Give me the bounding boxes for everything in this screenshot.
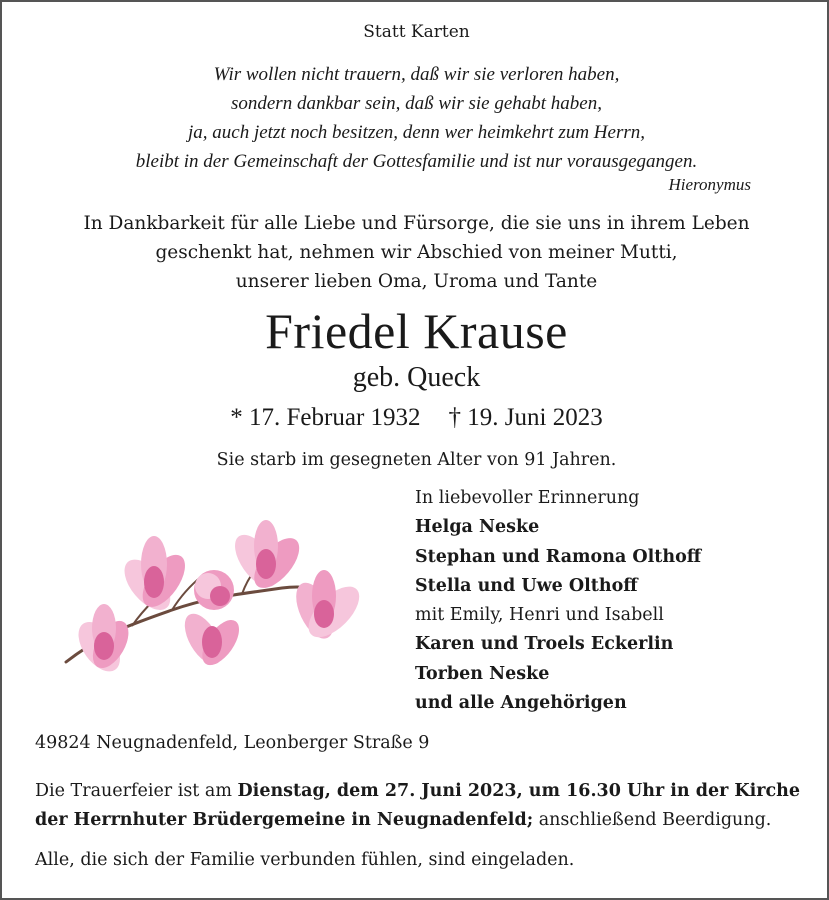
flower-top bbox=[227, 520, 308, 596]
header-text: Statt Karten bbox=[363, 22, 470, 42]
death-date: † 19. Juni 2023 bbox=[448, 404, 603, 431]
intro-line: geschenkt hat, nehmen wir Abschied von meiner Mutti, bbox=[155, 242, 678, 263]
family-line: In liebevoller Erinnerung bbox=[415, 488, 640, 508]
intro-text bbox=[2, 209, 829, 296]
family-line: mit Emily, Henri und Isabell bbox=[415, 605, 664, 626]
service-details: Dienstag, dem 27. Juni 2023, um 16.30 Uhr in der Kirche der Herrnhuter Brüdergemeine in Neugnadenfeld; bbox=[35, 781, 801, 830]
family-list bbox=[415, 484, 701, 718]
family-line: Stephan und Ramona Olthoff bbox=[415, 546, 702, 567]
poem-line: ja, auch jetzt noch besitzen, denn wer heimkehrt zum Herrn, bbox=[188, 122, 645, 143]
family-line: Stella und Uwe Olthoff bbox=[415, 575, 638, 596]
flower-center bbox=[194, 570, 234, 610]
poem-line: sondern dankbar sein, daß wir sie gehabt haben, bbox=[230, 93, 602, 114]
poem-line: Wir wollen nicht trauern, daß wir sie verloren haben, bbox=[213, 64, 620, 85]
poem bbox=[2, 60, 829, 176]
flower-right bbox=[289, 570, 368, 646]
service-notice bbox=[35, 777, 805, 835]
invitation: Alle, die sich der Familie verbunden fühlen, sind eingeladen. bbox=[35, 850, 575, 870]
poem-line: bleibt in der Gemeinschaft der Gottesfamilie und ist nur vorausgegangen. bbox=[135, 151, 698, 172]
family-line: und alle Angehörigen bbox=[415, 693, 627, 714]
family-line: Helga Neske bbox=[415, 517, 540, 538]
poem-author: Hieronymus bbox=[668, 175, 751, 194]
flower-lower-center bbox=[177, 608, 246, 672]
life-dates bbox=[2, 400, 829, 436]
service-text-end: anschließend Beerdigung. bbox=[533, 810, 772, 830]
address: 49824 Neugnadenfeld, Leonberger Straße 9 bbox=[35, 733, 430, 753]
family-line: Torben Neske bbox=[415, 663, 550, 684]
intro-line: unserer lieben Oma, Uroma und Tante bbox=[235, 271, 598, 292]
family-line: Karen und Troels Eckerlin bbox=[415, 634, 674, 655]
intro-line: In Dankbarkeit für alle Liebe und Fürsorge, die sie uns in ihrem Leben bbox=[83, 213, 750, 234]
age-note: Sie starb im gesegneten Alter von 91 Jahren. bbox=[216, 450, 617, 470]
service-text: Die Trauerfeier ist am bbox=[35, 781, 238, 801]
magnolia-branch-icon bbox=[62, 514, 372, 694]
birth-name: geb. Queck bbox=[352, 362, 481, 393]
flower-left bbox=[70, 604, 136, 679]
deceased-name: Friedel Krause bbox=[265, 303, 568, 359]
birth-date: * 17. Februar 1932 bbox=[230, 404, 421, 431]
